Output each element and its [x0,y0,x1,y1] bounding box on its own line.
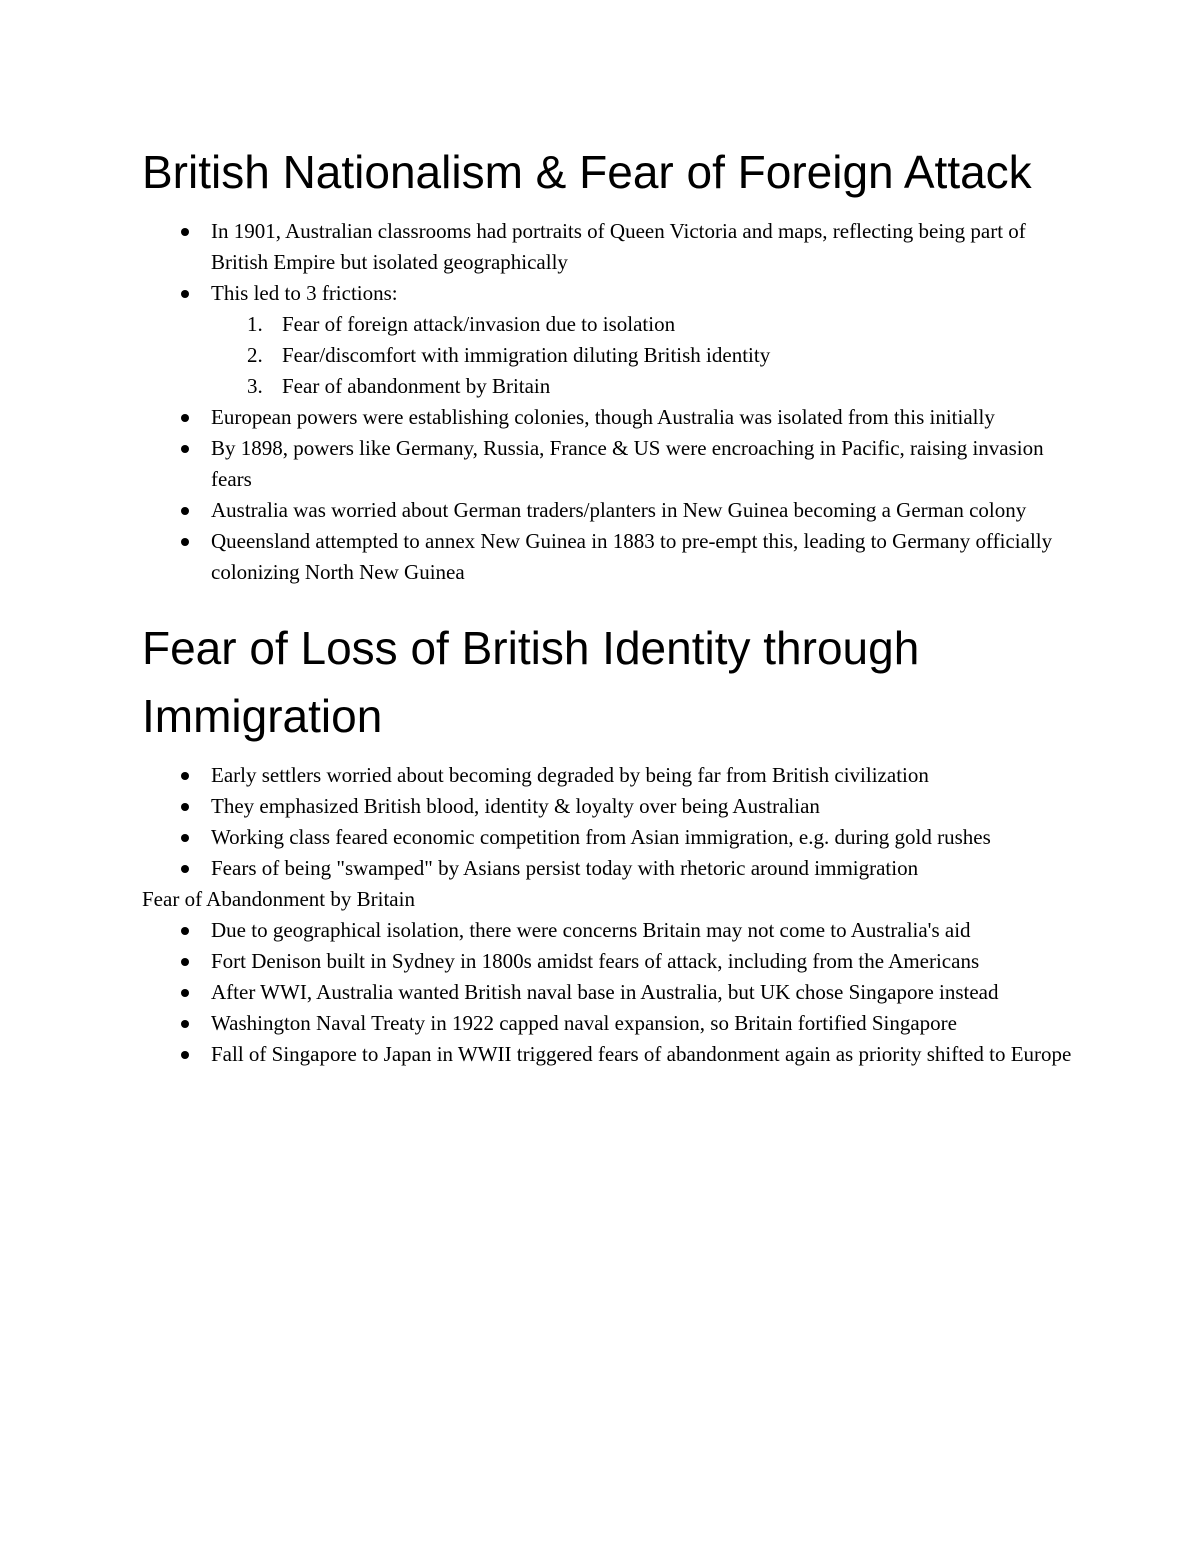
list-item-text: Due to geographical isolation, there were concerns Britain may not come to Australia's aid [211,918,971,942]
section-1-bullet-list [142,216,1072,588]
section-2-heading: Fear of Loss of British Identity through Immigration [142,622,920,742]
numbered-item-text: Fear of abandonment by Britain [282,374,551,398]
numbered-item-text: Fear of foreign attack/invasion due to isolation [282,312,676,336]
numbered-item-text: Fear/discomfort with immigration diluting British identity [282,343,771,367]
list-item [142,853,1072,884]
list-item-text: Working class feared economic competition from Asian immigration, e.g. during gold rushes [211,825,991,849]
list-item-text: Australia was worried about German traders/planters in New Guinea becoming a German colony [211,498,1027,522]
numbered-item [142,371,1072,402]
document-page [142,138,1072,1070]
list-item [142,1008,1072,1039]
item-number: 2. [247,343,263,367]
list-item-text: This led to 3 frictions: [211,281,398,305]
list-item-text: Queensland attempted to annex New Guinea in 1883 to pre-empt this, leading to Germany officially colonizing North New Guinea [211,529,1053,584]
list-item [142,216,1072,278]
list-item-text: In 1901, Australian classrooms had portraits of Queen Victoria and maps, reflecting being part of British Empire but isolated geographically [211,219,1026,274]
list-item-text: By 1898, powers like Germany, Russia, France & US were encroaching in Pacific, raising invasion fears [211,436,1044,491]
list-item-text: Fears of being "swamped" by Asians persist today with rhetoric around immigration [211,856,919,880]
list-item [142,915,1072,946]
list-item-text: Early settlers worried about becoming degraded by being far from British civilization [211,763,929,787]
list-item [142,822,1072,853]
item-number: 1. [247,312,263,336]
section-1-heading: British Nationalism & Fear of Foreign Attack [142,146,1032,198]
list-item [142,791,1072,822]
item-number: 3. [247,374,263,398]
list-item [142,495,1072,526]
list-item [142,278,1072,402]
list-item-text: European powers were establishing colonies, though Australia was isolated from this initially [211,405,995,429]
list-item [142,433,1072,495]
section-3-heading: Fear of Abandonment by Britain [142,887,415,911]
section-3-bullet-list [142,915,1072,1070]
numbered-item [142,340,1072,371]
list-item-text: Fall of Singapore to Japan in WWII triggered fears of abandonment again as priority shifted to Europe [211,1042,1072,1066]
list-item [142,526,1072,588]
list-item [142,402,1072,433]
list-item-text: Washington Naval Treaty in 1922 capped naval expansion, so Britain fortified Singapore [211,1011,957,1035]
list-item [142,1039,1072,1070]
frictions-numbered-list [211,309,1072,402]
list-item [142,946,1072,977]
section-2-bullet-list [142,760,1072,884]
list-item-text: Fort Denison built in Sydney in 1800s amidst fears of attack, including from the Americans [211,949,980,973]
numbered-item [142,309,1072,340]
list-item-text: After WWI, Australia wanted British naval base in Australia, but UK chose Singapore instead [211,980,999,1004]
list-item-text: They emphasized British blood, identity & loyalty over being Australian [211,794,820,818]
list-item [142,977,1072,1008]
list-item [142,760,1072,791]
